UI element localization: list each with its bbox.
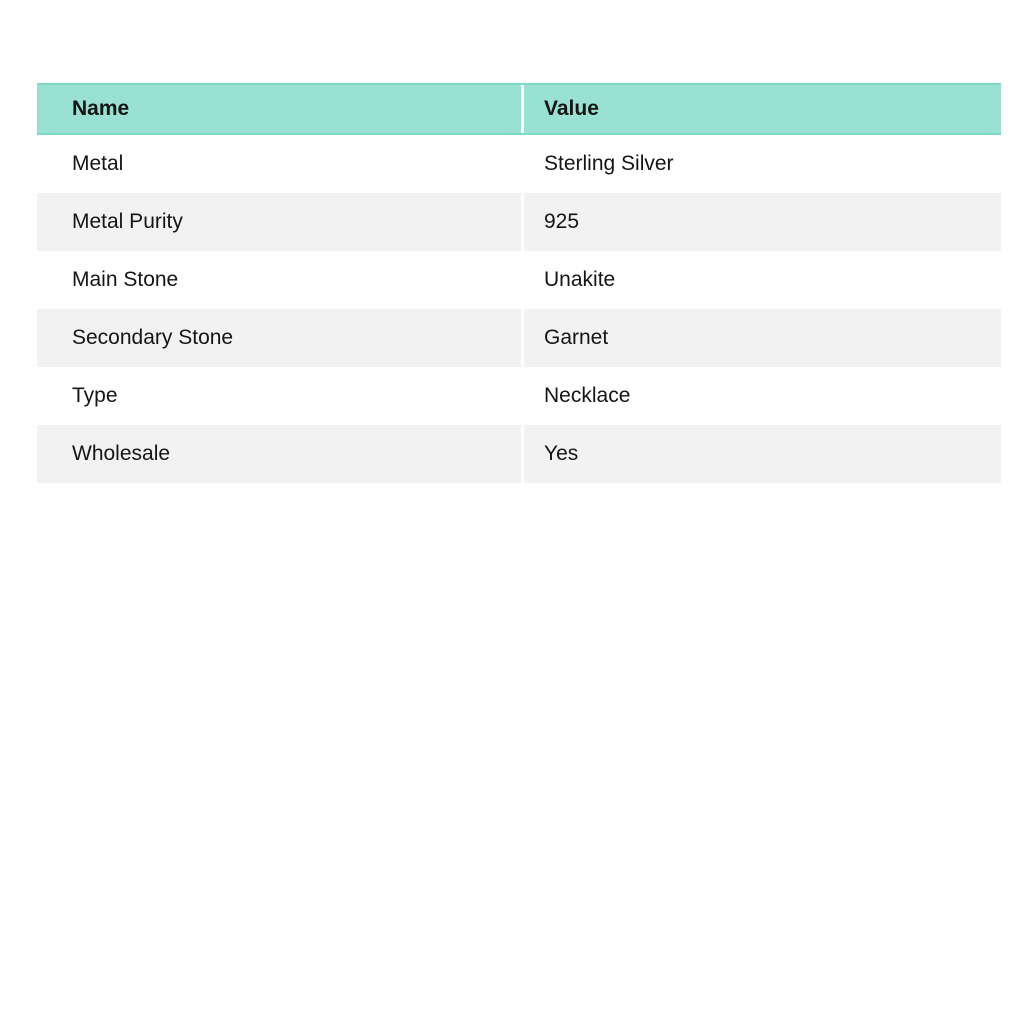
row-value-cell: Unakite xyxy=(544,268,616,291)
table-row xyxy=(37,367,1001,425)
column-header-value: Value xyxy=(544,97,599,120)
row-value-cell: Sterling Silver xyxy=(544,152,674,175)
table-row xyxy=(37,425,1001,483)
table-row xyxy=(37,135,1001,193)
row-name-cell: Main Stone xyxy=(37,251,524,309)
table-header-row xyxy=(37,83,1001,135)
product-spec-table xyxy=(37,83,1001,483)
table-row xyxy=(37,309,1001,367)
row-name-cell: Metal xyxy=(37,135,524,193)
row-name-cell: Wholesale xyxy=(37,425,524,483)
column-header-name: Name xyxy=(37,85,524,133)
row-name-cell: Type xyxy=(37,367,524,425)
row-name-cell: Secondary Stone xyxy=(37,309,524,367)
row-value-cell: Garnet xyxy=(544,326,609,349)
row-name-cell: Metal Purity xyxy=(37,193,524,251)
row-value-cell: Yes xyxy=(544,442,579,465)
table-row xyxy=(37,251,1001,309)
row-value-cell: Necklace xyxy=(544,384,631,407)
table-row xyxy=(37,193,1001,251)
row-value-cell: 925 xyxy=(544,210,580,233)
table-body xyxy=(37,135,1001,483)
